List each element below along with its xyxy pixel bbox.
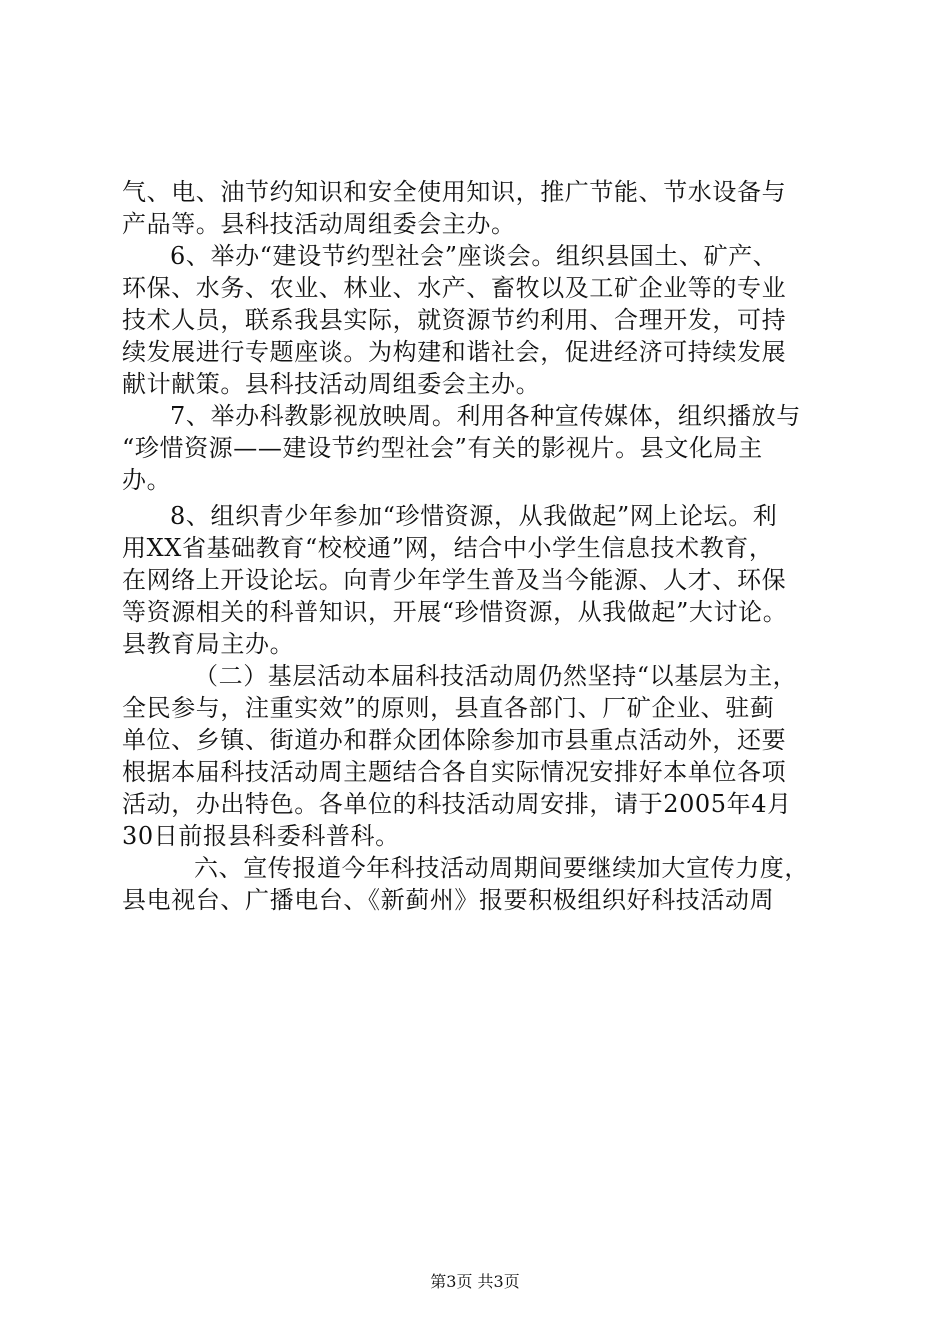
text-line: 县教育局主办。 — [122, 630, 295, 658]
paragraph-start-line: （二）基层活动本届科技活动周仍然坚持“以基层为主， — [194, 662, 798, 690]
text-line: 30日前报县科委科普科。 — [122, 822, 400, 850]
text-line: 技术人员，联系我县实际，就资源节约利用、合理开发，可持 — [122, 306, 787, 334]
paragraph-start-line: 7、举办科教影视放映周。利用各种宣传媒体，组织播放与 — [170, 402, 801, 430]
text-line: 单位、乡镇、街道办和群众团体除参加市县重点活动外，还要 — [122, 726, 787, 754]
section-heading-line: 六、宣传报道今年科技活动周期间要继续加大宣传力度， — [194, 854, 809, 882]
text-line: 用XX省基础教育“校校通”网，结合中小学生信息技术教育， — [122, 534, 774, 562]
text-line: 献计献策。县科技活动周组委会主办。 — [122, 370, 541, 398]
paragraph-start-line: 8、组织青少年参加“珍惜资源，从我做起”网上论坛。利 — [170, 502, 778, 530]
document-body — [122, 176, 858, 916]
page-number-footer: 第3页 共3页 — [430, 1272, 520, 1291]
text-line: 办。 — [122, 466, 172, 494]
text-line: 活动，办出特色。各单位的科技活动周安排，请于2005年4月 — [122, 790, 792, 818]
text-line: 县电视台、广播电台、《新蓟州》报要积极组织好科技活动周 — [122, 886, 775, 914]
text-line: 在网络上开设论坛。向青少年学生普及当今能源、人才、环保 — [122, 566, 787, 594]
text-line: 全民参与，注重实效”的原则，县直各部门、厂矿企业、驻蓟 — [122, 694, 775, 722]
text-line: 气、电、油节约知识和安全使用知识，推广节能、节水设备与 — [122, 178, 787, 206]
text-line: 环保、水务、农业、林业、水产、畜牧以及工矿企业等的专业 — [122, 274, 787, 302]
text-line: 根据本届科技活动周主题结合各自实际情况安排好本单位各项 — [122, 758, 787, 786]
text-line: 续发展进行专题座谈。为构建和谐社会，促进经济可持续发展 — [122, 338, 787, 366]
text-line: 等资源相关的科普知识，开展“珍惜资源，从我做起”大讨论。 — [122, 598, 788, 626]
text-line: 产品等。县科技活动周组委会主办。 — [122, 210, 516, 238]
paragraph-start-line: 6、举办“建设节约型社会”座谈会。组织县国土、矿产、 — [170, 242, 778, 270]
text-line: “珍惜资源——建设节约型社会”有关的影视片。县文化局主 — [122, 434, 763, 462]
